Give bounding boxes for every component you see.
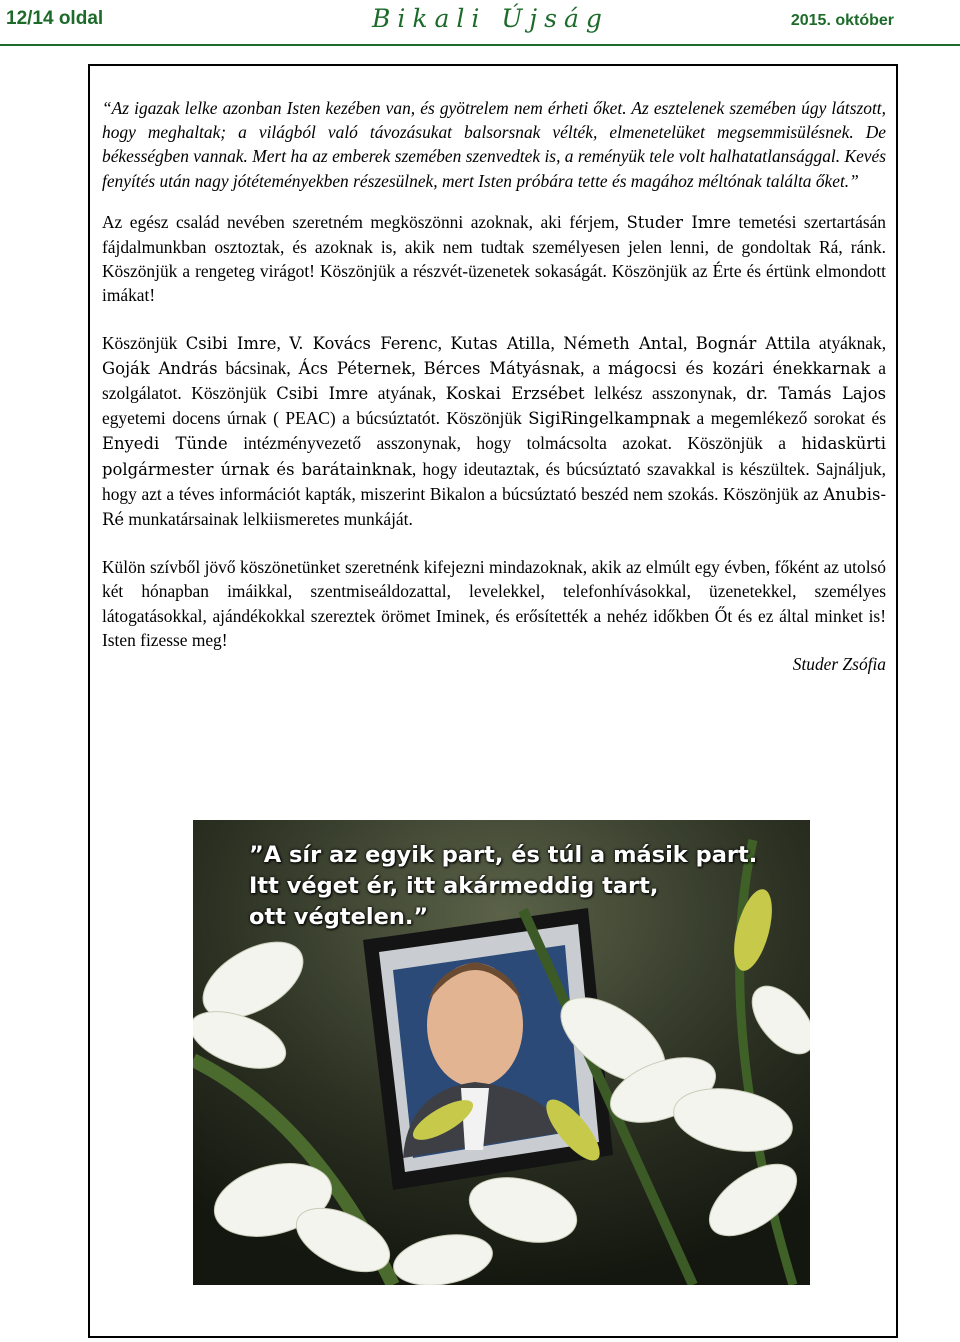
text-run: lelkész asszonynak, bbox=[584, 383, 747, 404]
text-run: Az egész család nevében szeretném megköszönni azoknak, aki férjem, bbox=[102, 211, 627, 232]
thanks-paragraph-3: Külön szívből jövő köszönetünket szeretnénk kifejezni mindazoknak, akik az elmúlt egy évben, főként az utolsó két hónapban imáikkal, szentmiseáldozattal, levelekkel, telefonhívásokkal, üzenetekkel, személyes látogatásokkal, ajándékokkal szereztek örömet Iminek, és erősítették a nehéz időkben Őt és ez által minket is! Isten fizesse meg! bbox=[102, 557, 886, 650]
text-run: a szolgálatot. Köszönjük bbox=[102, 357, 886, 404]
text-run: , bbox=[437, 332, 451, 353]
signature: Studer Zsófia bbox=[792, 654, 886, 675]
text-run: bácsinak, bbox=[217, 357, 299, 378]
text-run: , bbox=[276, 332, 290, 353]
text-run: , bbox=[682, 332, 696, 353]
name: dr. Tamás Lajos bbox=[746, 384, 886, 404]
bible-quote: “Az igazak lelke azonban Isten kezében van, és gyötrelem nem érheti őket. Az esztelenek szemében úgy látszott, hogy meghaltak; a világból való távozásukat balsorsnak vélték, elmenetelüket megsemmisülésnek. De békességben vannak. Mert ha az emberek szemében szenvedtek is, a reményük tele volt halhatatlansággal. Kevés fenyítés után nagy jótéteményekben részesülnek, mert Isten próbára tette és magához méltónak találta őket.” bbox=[102, 98, 886, 191]
name: V. Kovács Ferenc bbox=[289, 333, 438, 353]
text-run: temetési szertartásán fájdalmunkban osztoztak, és azoknak is, akik nem tudtak személyesen jelen lenni, de gondoltak Rá, ránk. Köszönjük a rengeteg virágot! Köszönjük a részvét-üzenetek sokaságát. Köszönjük az Érte és értünk elmondott imákat! bbox=[102, 211, 887, 306]
memorial-photo bbox=[193, 820, 810, 1285]
name: Bognár Attila bbox=[695, 333, 811, 353]
name: Anubis-Ré bbox=[102, 484, 886, 530]
text-run: , bbox=[550, 332, 564, 353]
thanks-paragraph-2 bbox=[102, 331, 886, 533]
article-body bbox=[102, 96, 886, 676]
page-number: 12/14 oldal bbox=[6, 8, 104, 29]
text-run: atyáknak, bbox=[810, 332, 887, 353]
text-run: , bbox=[411, 357, 424, 378]
text-run: , hogy ideutaztak, és búcsúztató szavakkal is készültek. Sajnáljuk, hogy azt a téves információt kapták, miszerint Bikalon a búcsúztató beszéd nem szokás. Köszönjük az bbox=[102, 458, 887, 504]
text-run: intézményvezető asszonynak, hogy tolmácsolta azokat. Köszönjük a bbox=[227, 433, 802, 454]
text-run: atyának, bbox=[368, 383, 446, 404]
name: Bérces Mátyásnak bbox=[423, 358, 581, 378]
text-run: a megemlékező sorokat és bbox=[690, 408, 887, 429]
name: SigiRingelkampnak bbox=[528, 409, 691, 429]
name: Csibi Imre bbox=[185, 333, 277, 353]
quote-line: ”A sír az egyik part, és túl a másik part. bbox=[249, 842, 758, 868]
issue-date: 2015. október bbox=[790, 12, 894, 29]
text-run: egyetemi docens úrnak ( PEAC) a búcsúztatót. Köszönjük bbox=[102, 408, 529, 429]
text-run: munkatársainak lelkiismeretes munkáját. bbox=[124, 509, 413, 530]
quote-line: ott végtelen.” bbox=[249, 904, 429, 930]
name: Studer Imre bbox=[626, 212, 731, 232]
page-header bbox=[0, 0, 960, 46]
name: Németh Antal bbox=[563, 333, 683, 353]
name: hidaskürti polgármester úrnak és barátainknak bbox=[102, 434, 886, 479]
name: Enyedi Tünde bbox=[102, 434, 228, 454]
name: Csibi Imre bbox=[276, 384, 369, 404]
name: mágocsi és kozári énekkarnak bbox=[608, 358, 871, 378]
quote-line: Itt véget ér, itt akármeddig tart, bbox=[249, 873, 659, 899]
name: Goják András bbox=[102, 358, 218, 378]
text-run: Köszönjük bbox=[102, 332, 186, 353]
memorial-quote bbox=[249, 840, 757, 933]
text-run: , a bbox=[580, 357, 609, 378]
name: Koskai Erzsébet bbox=[445, 384, 585, 404]
name: Kutas Atilla bbox=[450, 333, 551, 353]
publication-title: Bikali Újság bbox=[372, 4, 609, 33]
name: Ács Péternek bbox=[298, 358, 412, 378]
thanks-paragraph-1 bbox=[102, 210, 886, 308]
